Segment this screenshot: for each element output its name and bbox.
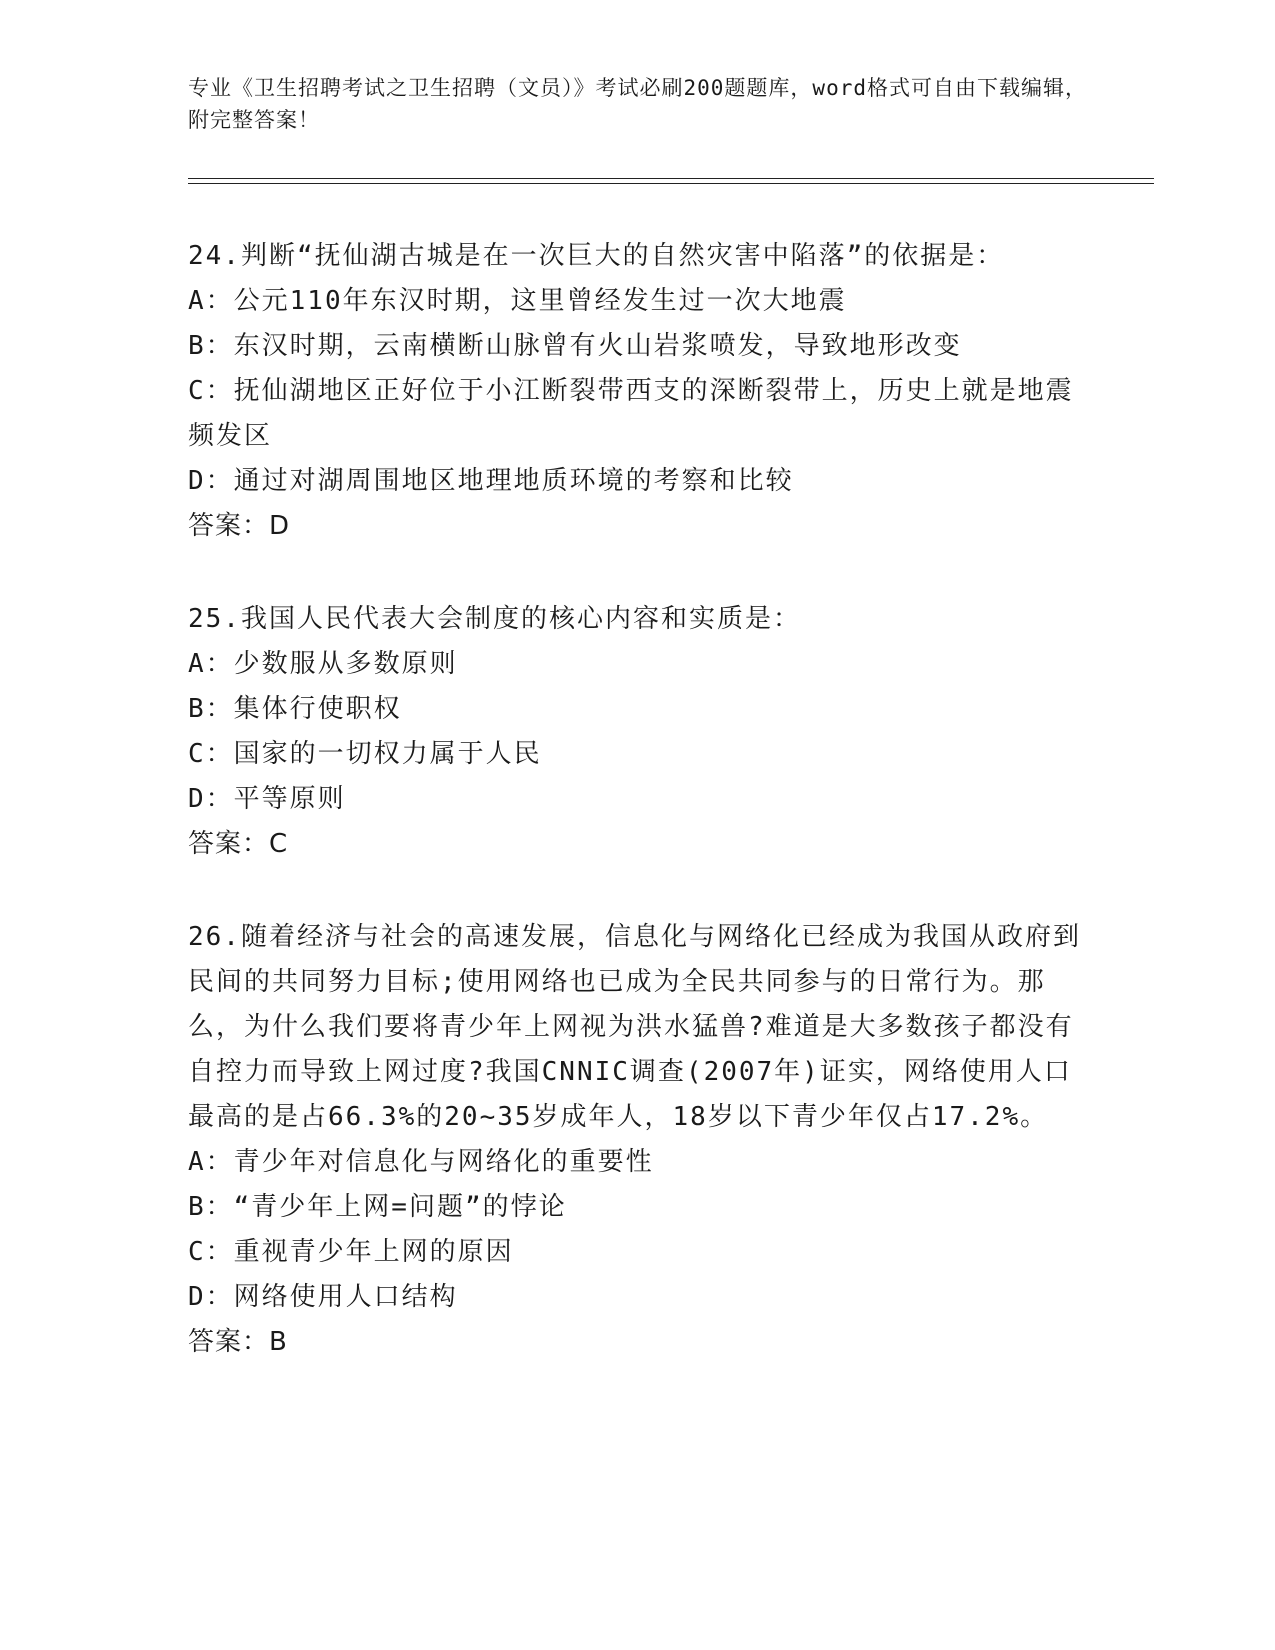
option-b: B：东汉时期，云南横断山脉曾有火山岩浆喷发，导致地形改变	[188, 331, 962, 361]
question-stem: 26.随着经济与社会的高速发展，信息化与网络化已经成为我国从政府到民间的共同努力目标;使用网络也已成为全民共同参与的日常行为。那么，为什么我们要将青少年上网视为洪水猛兽?难道是大多数孩子都没有自控力而导致上网过度?我国CNNIC调查(2007年)证实，网络使用人口最高的是占66.3%的20~35岁成年人，18岁以下青少年仅占17.2%。	[188, 922, 1081, 1132]
option-b: B：“青少年上网=问题”的悖论	[188, 1192, 567, 1222]
option-a: A：少数服从多数原则	[188, 649, 458, 679]
option-d: D：平等原则	[188, 784, 346, 814]
option-a: A：公元110年东汉时期，这里曾经发生过一次大地震	[188, 286, 847, 316]
header-divider-top	[188, 178, 1154, 179]
header-divider-bottom	[188, 183, 1154, 184]
question-24	[188, 234, 1088, 549]
answer: 答案：D	[188, 511, 291, 541]
option-b: B：集体行使职权	[188, 694, 402, 724]
question-26	[188, 915, 1088, 1365]
question-stem: 24.判断“抚仙湖古城是在一次巨大的自然灾害中陷落”的依据是：	[188, 241, 1005, 271]
option-a: A：青少年对信息化与网络化的重要性	[188, 1147, 654, 1177]
option-c: C：抚仙湖地区正好位于小江断裂带西支的深断裂带上，历史上就是地震频发区	[188, 376, 1074, 451]
option-d: D：网络使用人口结构	[188, 1282, 458, 1312]
option-c: C：国家的一切权力属于人民	[188, 739, 542, 769]
answer: 答案：C	[188, 829, 289, 859]
option-c: C：重视青少年上网的原因	[188, 1237, 514, 1267]
question-stem: 25.我国人民代表大会制度的核心内容和实质是：	[188, 604, 801, 634]
answer: 答案：B	[188, 1327, 288, 1357]
option-d: D：通过对湖周围地区地理地质环境的考察和比较	[188, 466, 794, 496]
document-header: 专业《卫生招聘考试之卫生招聘（文员）》考试必刷200题题库，word格式可自由下载编辑，附完整答案！	[188, 76, 1087, 132]
question-25	[188, 597, 1088, 867]
